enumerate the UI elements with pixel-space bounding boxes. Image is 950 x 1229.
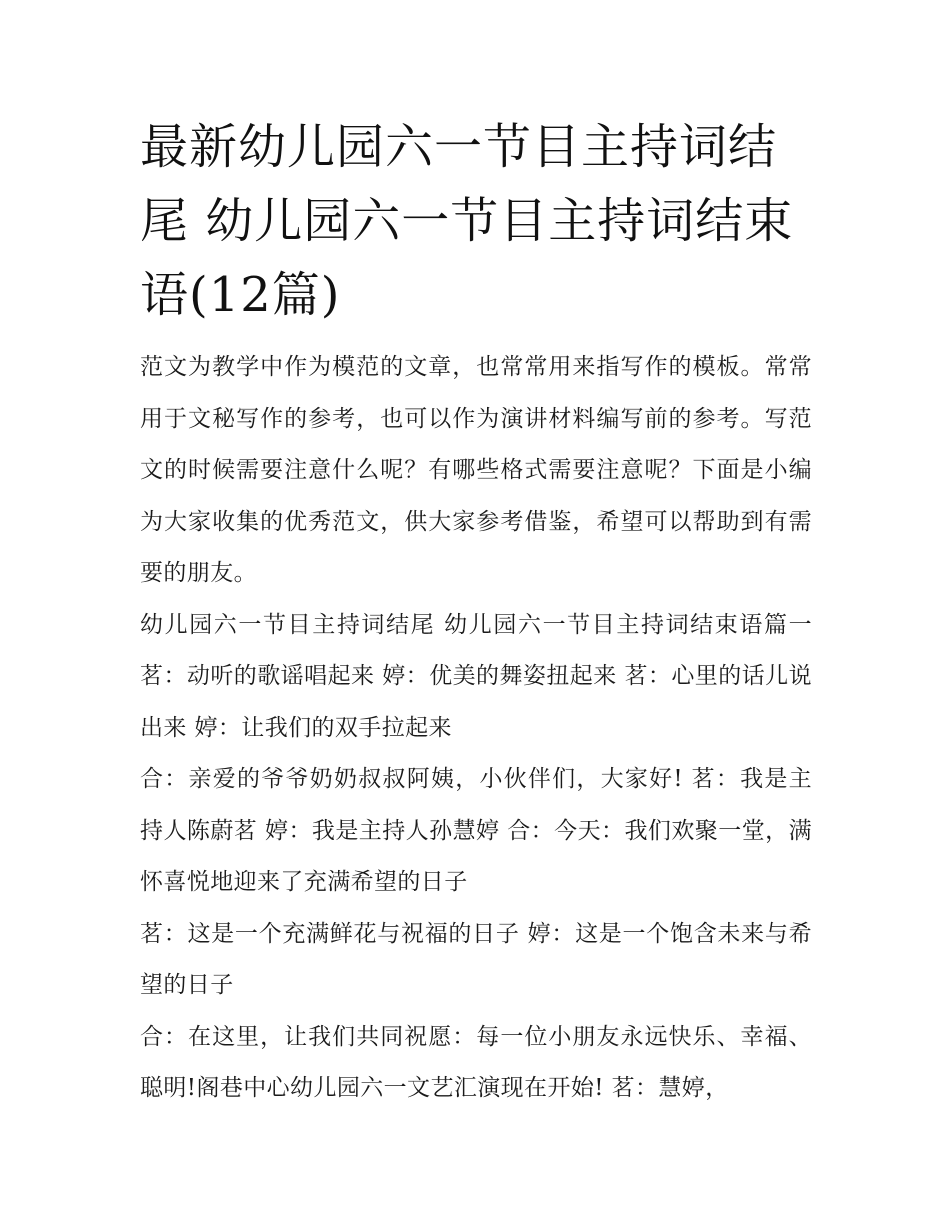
paragraph-wishes: 合：在这里，让我们共同祝愿：每一位小朋友永远快乐、幸福、聪明!阁巷中心幼儿园六一文艺汇演现在开始! 茗：慧婷， — [140, 1023, 812, 1101]
paragraph-day: 茗：这是一个充满鲜花与祝福的日子 婷：这是一个饱含未来与希望的日子 — [140, 920, 812, 998]
paragraph-greeting: 合：亲爱的爷爷奶奶叔叔阿姨，小伙伴们，大家好! 茗：我是主持人陈蔚茗 婷：我是主持人孙慧婷 合：今天：我们欢聚一堂，满怀喜悦地迎来了充满希望的日子 — [140, 766, 812, 895]
paragraph-opening: 幼儿园六一节目主持词结尾 幼儿园六一节目主持词结束语篇一 茗：动听的歌谣唱起来 婷：优美的舞姿扭起来 茗：心里的话儿说出来 婷：让我们的双手拉起来 — [140, 611, 812, 741]
document-page — [140, 110, 812, 1115]
document-body — [140, 342, 812, 1115]
document-title: 最新幼儿园六一节目主持词结尾 幼儿园六一节目主持词结束语(12篇) — [140, 119, 794, 323]
paragraph-intro: 范文为教学中作为模范的文章，也常常用来指写作的模板。常常用于文秘写作的参考，也可以作为演讲材料编写前的参考。写范文的时候需要注意什么呢？有哪些格式需要注意呢？下面是小编为大家收集的优秀范文，供大家参考借鉴，希望可以帮助到有需要的朋友。 — [140, 354, 812, 586]
